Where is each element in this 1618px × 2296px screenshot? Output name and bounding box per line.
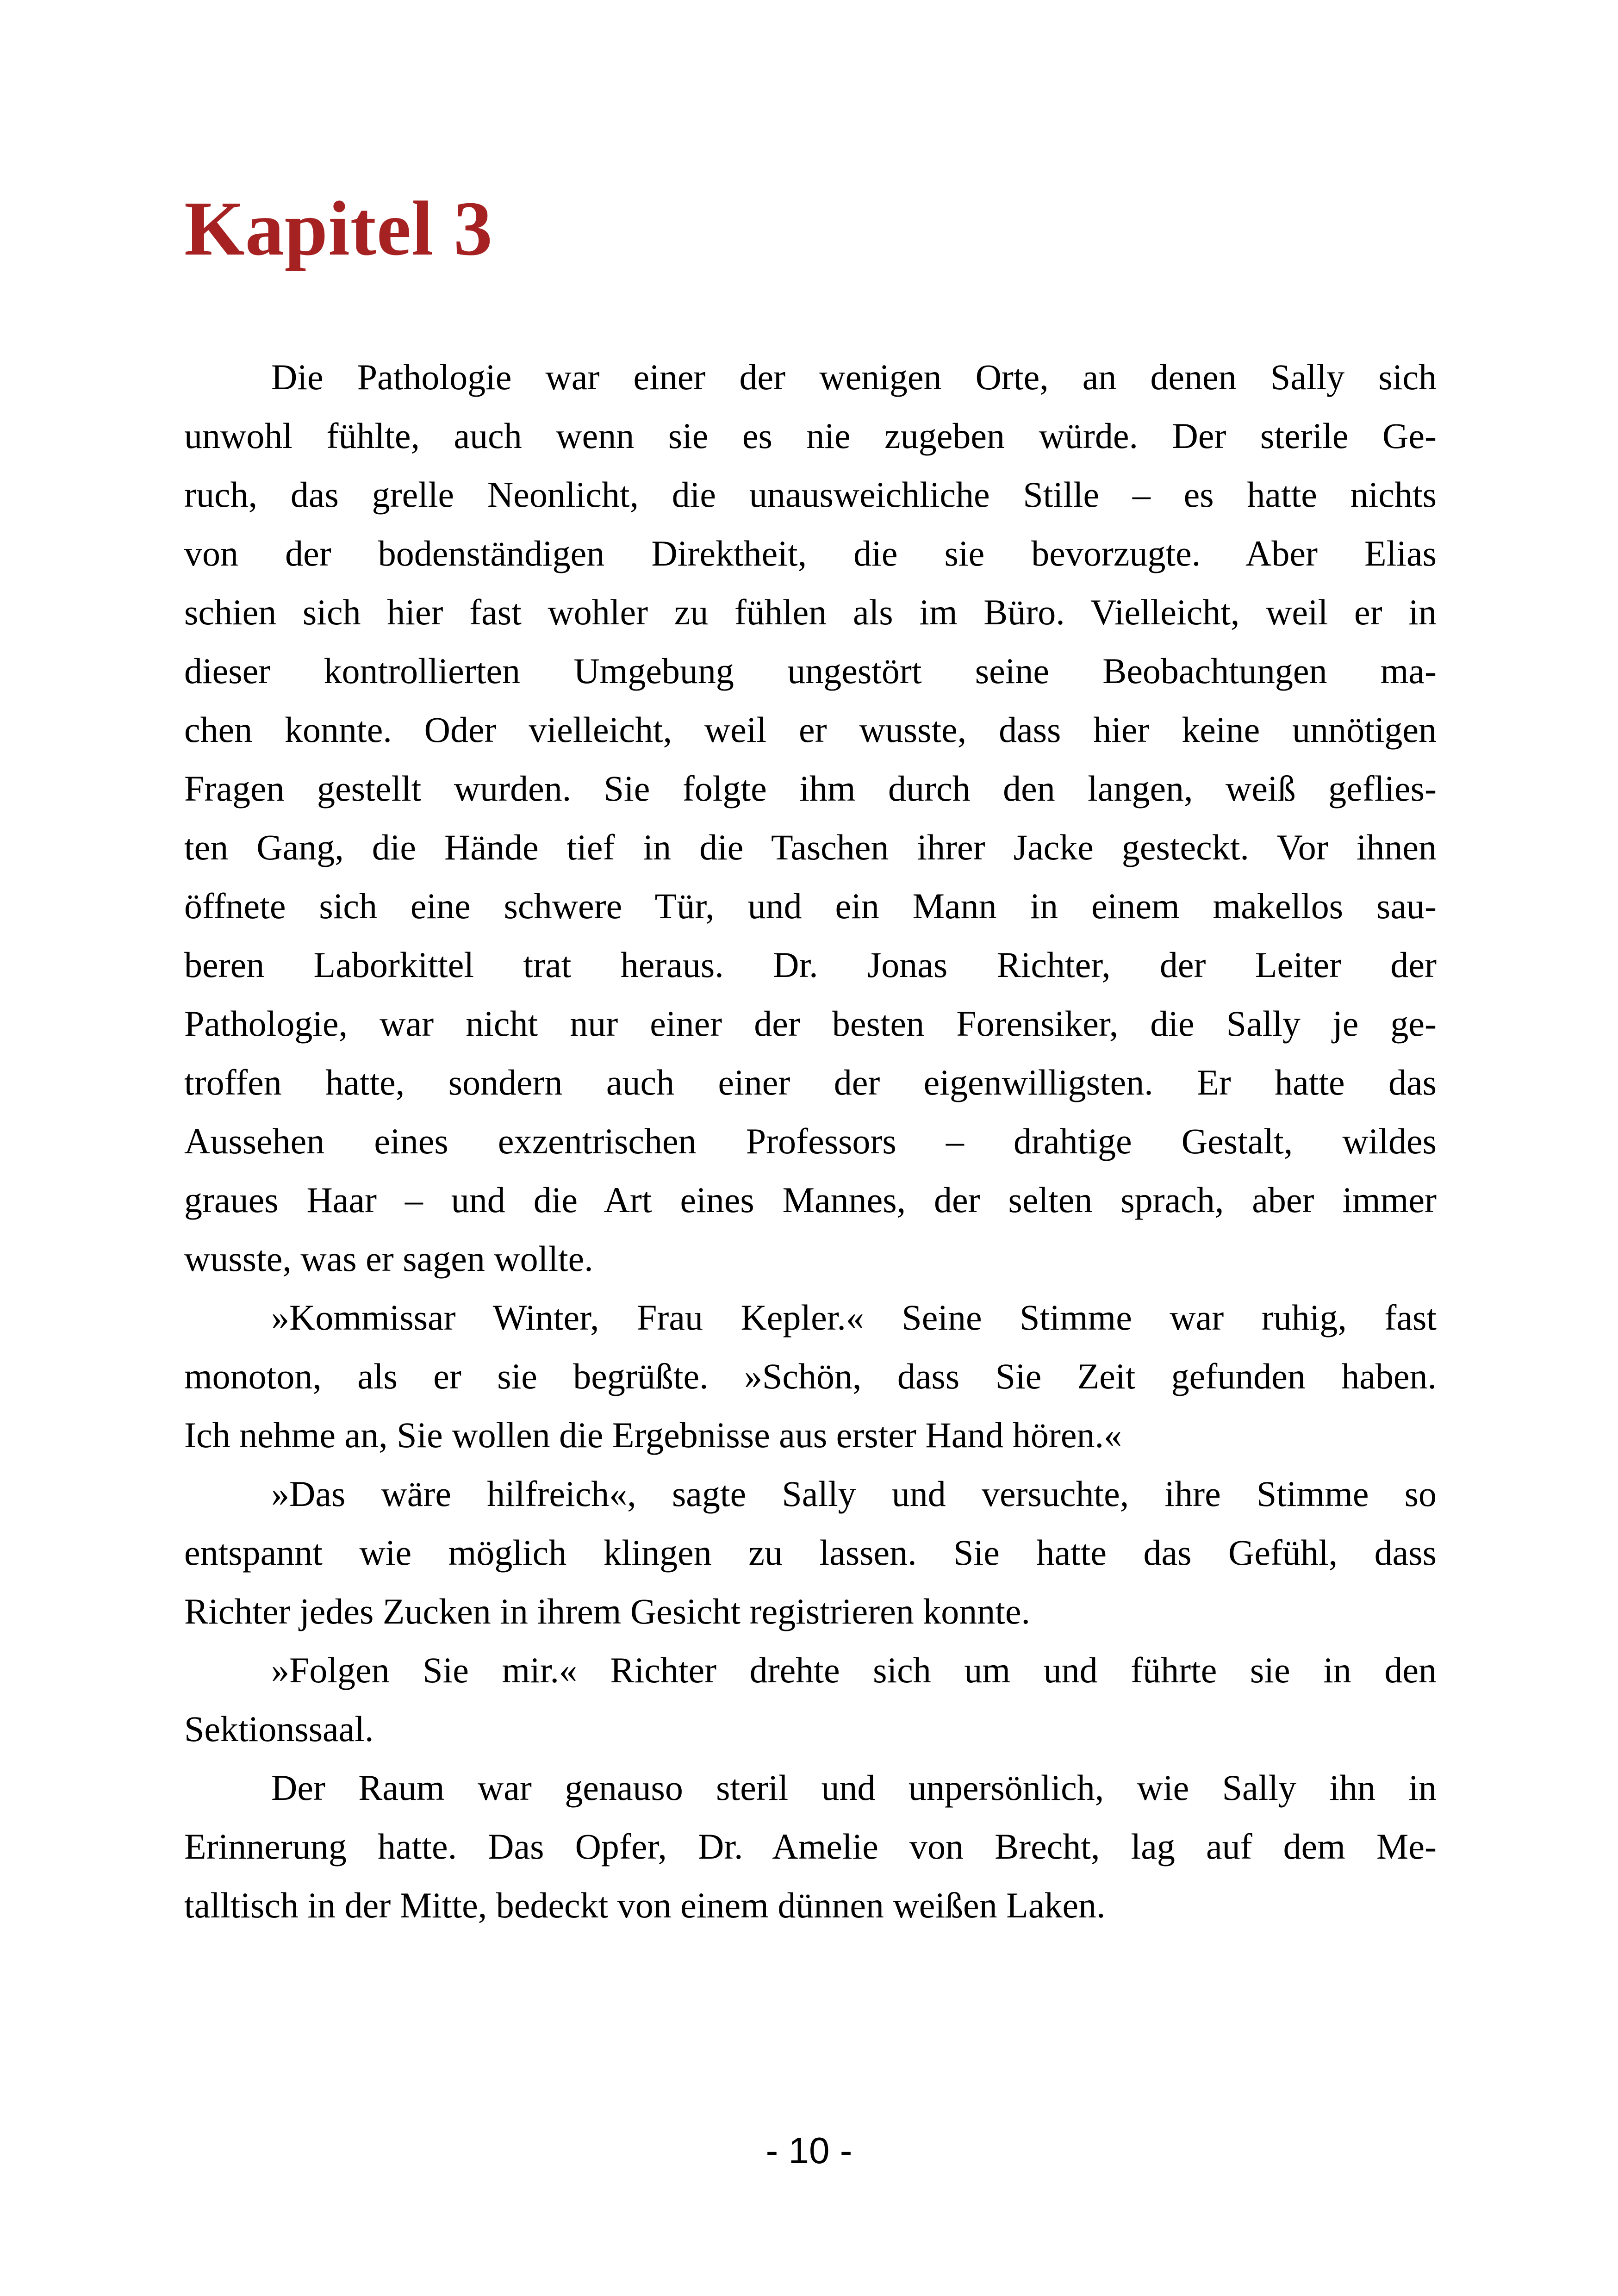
text-line: Ich nehme an, Sie wollen die Ergebnisse aus erster Hand hören.«: [184, 1415, 1122, 1456]
text-column: [184, 0, 1437, 1935]
text-line: Aussehen eines exzentrischen Professors – drahtige Gestalt, wildes: [184, 1121, 1437, 1162]
text-line: schien sich hier fast wohler zu fühlen als im Büro. Vielleicht, weil er in: [184, 592, 1437, 633]
text-line: monoton, als er sie begrüßte. »Schön, dass Sie Zeit gefunden haben.: [184, 1356, 1437, 1397]
text-line: beren Laborkittel trat heraus. Dr. Jonas Richter, der Leiter der: [184, 945, 1437, 985]
text-line: Pathologie, war nicht nur einer der besten Forensiker, die Sally je ge-: [184, 1003, 1437, 1044]
text-line: troffen hatte, sondern auch einer der eigenwilligsten. Er hatte das: [184, 1062, 1437, 1103]
paragraph: [184, 1641, 1437, 1758]
text-line: Die Pathologie war einer der wenigen Orte, an denen Sally sich: [271, 357, 1437, 398]
text-line: Richter jedes Zucken in ihrem Gesicht registrieren konnte.: [184, 1591, 1031, 1632]
text-line: talltisch in der Mitte, bedeckt von einem dünnen weißen Laken.: [184, 1885, 1106, 1926]
paragraph: [184, 1464, 1437, 1641]
chapter-title: Kapitel 3: [184, 186, 493, 272]
text-line: ruch, das grelle Neonlicht, die unausweichliche Stille – es hatte nichts: [184, 474, 1437, 515]
text-line: chen konnte. Oder vielleicht, weil er wusste, dass hier keine unnötigen: [184, 709, 1437, 750]
text-line: Fragen gestellt wurden. Sie folgte ihm durch den langen, weiß geflies-: [184, 768, 1437, 809]
text-line: dieser kontrollierten Umgebung ungestört seine Beobachtungen ma-: [184, 651, 1437, 691]
text-line: graues Haar – und die Art eines Mannes, der selten sprach, aber immer: [184, 1180, 1437, 1220]
text-line: wusste, was er sagen wollte.: [184, 1238, 593, 1279]
text-line: »Das wäre hilfreich«, sagte Sally und versuchte, ihre Stimme so: [271, 1474, 1437, 1514]
paragraph: [184, 348, 1437, 1288]
page-body: [184, 348, 1437, 1935]
text-line: »Kommissar Winter, Frau Kepler.« Seine Stimme war ruhig, fast: [271, 1297, 1437, 1338]
text-line: »Folgen Sie mir.« Richter drehte sich um und führte sie in den: [271, 1650, 1437, 1691]
text-line: öffnete sich eine schwere Tür, und ein Mann in einem makellos sau-: [184, 886, 1437, 927]
page-number: - 10 -: [765, 2130, 853, 2171]
text-line: entspannt wie möglich klingen zu lassen. Sie hatte das Gefühl, dass: [184, 1532, 1437, 1573]
paragraph: [184, 1288, 1437, 1464]
text-line: ten Gang, die Hände tief in die Taschen ihrer Jacke gesteckt. Vor ihnen: [184, 827, 1437, 868]
text-line: von der bodenständigen Direktheit, die sie bevorzugte. Aber Elias: [184, 533, 1437, 574]
text-line: Sektionssaal.: [184, 1709, 374, 1749]
text-line: unwohl fühlte, auch wenn sie es nie zugeben würde. Der sterile Ge-: [184, 416, 1437, 456]
paragraph: [184, 1758, 1437, 1935]
text-line: Erinnerung hatte. Das Opfer, Dr. Amelie von Brecht, lag auf dem Me-: [184, 1826, 1437, 1867]
text-line: Der Raum war genauso steril und unpersönlich, wie Sally ihn in: [271, 1767, 1437, 1808]
